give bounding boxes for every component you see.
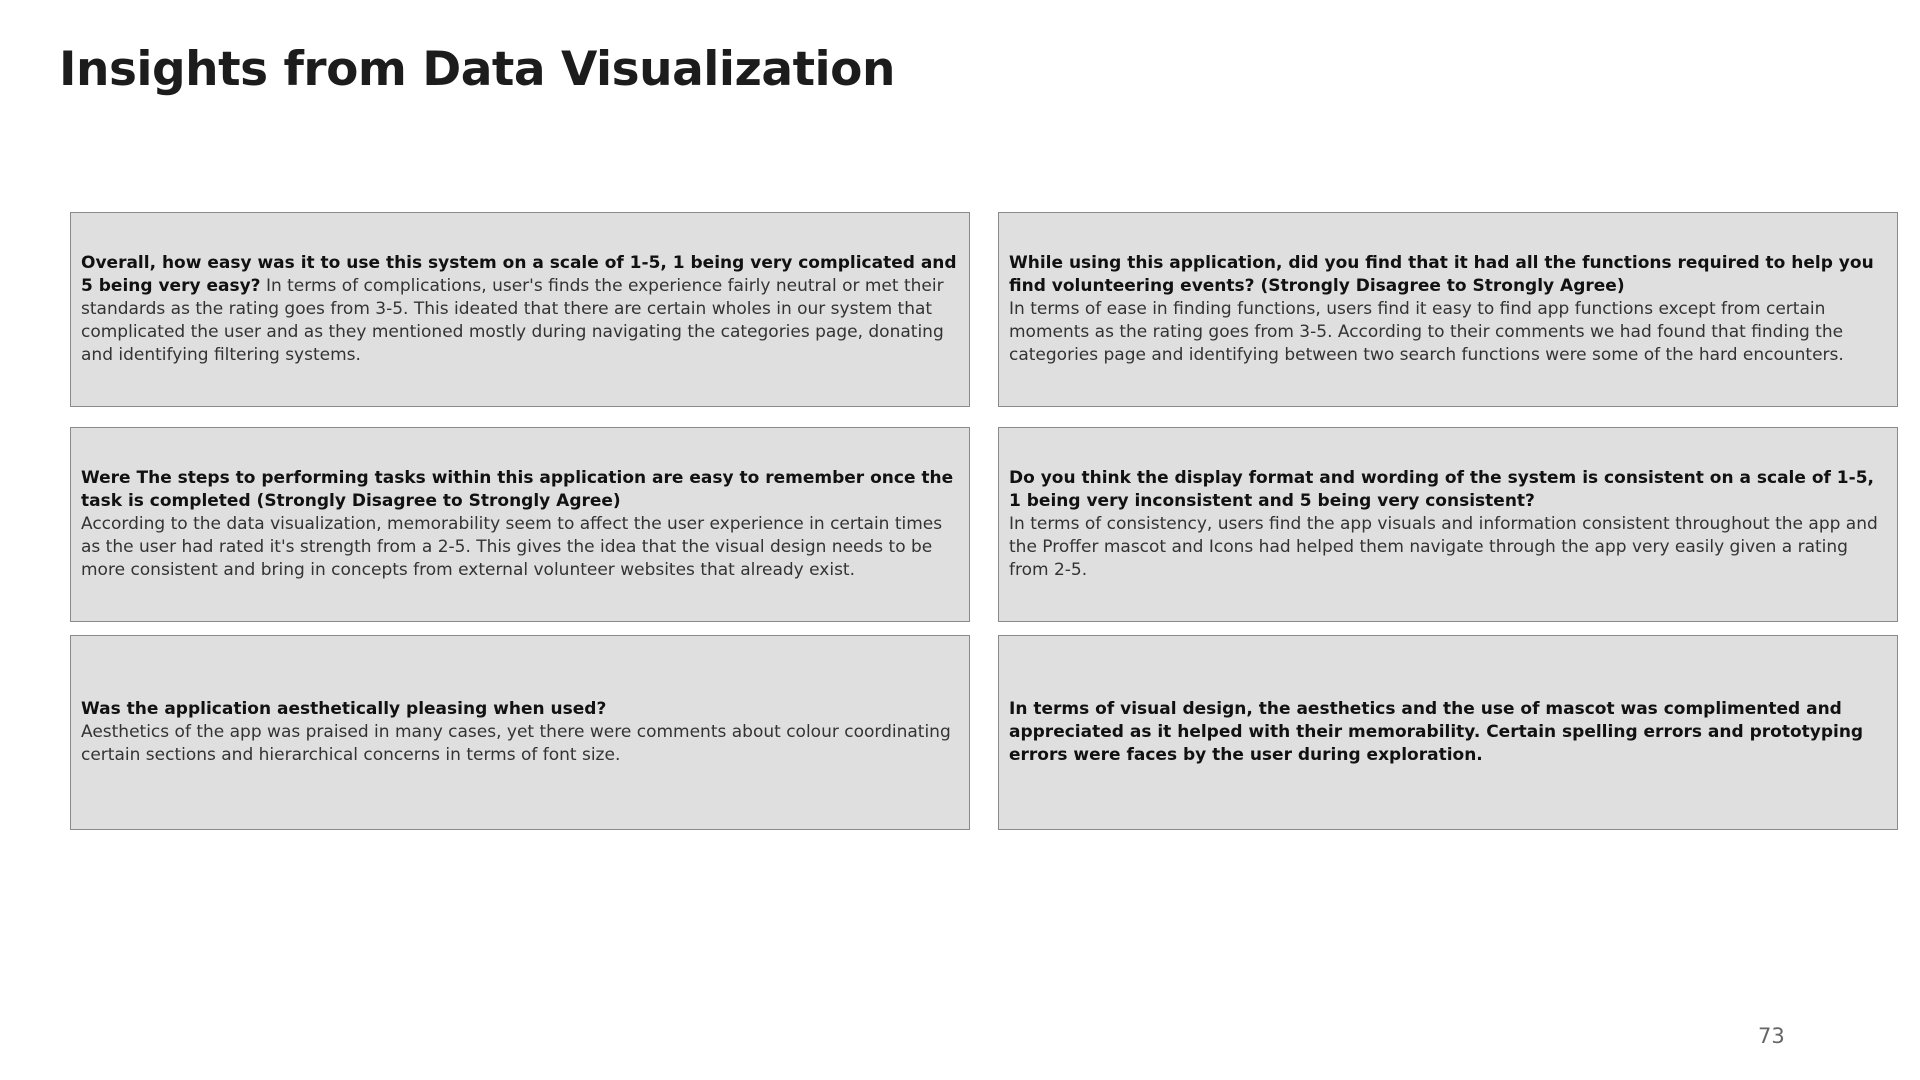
insight-question: Do you think the display format and wording of the system is consistent on a scale of 1-5, 1 being very inconsistent and 5 being very consistent? [1009,468,1874,511]
insight-question: While using this application, did you find that it had all the functions required to help you find volunteering events? (Strongly Disagree to Strongly Agree) [1009,253,1874,296]
insight-question: Were The steps to performing tasks within this application are easy to remember once the task is completed (Strongly Disagree to Strongly Agree) [81,468,954,511]
page-number: 73 [1758,1024,1785,1048]
insight-answer: According to the data visualization, memorability seem to affect the user experience in certain times as the user had rated it's strength from a 2-5. This gives the idea that the visual design needs to be more consistent and bring in concepts from external volunteer websites that already exist. [81,514,943,580]
insight-question: Overall, how easy was it to use this system on a scale of 1-5, 1 being very complicated and 5 being very easy? [81,253,957,296]
insight-answer: In terms of consistency, users find the app visuals and information consistent throughout the app and the Proffer mascot and Icons had helped them navigate through the app very easily given a rating from 2-5. [1009,514,1878,580]
insight-card-consistency [998,427,1898,622]
insight-card-text [81,252,959,367]
insight-summary: In terms of visual design, the aesthetics and the use of mascot was complimented and appreciated as it helped with their memorability. Certain spelling errors and prototyping errors were faces by the user during exploration. [1009,699,1864,765]
insight-answer: In terms of ease in finding functions, users find it easy to find app functions except from certain moments as the rating goes from 3-5. According to their comments we had found that finding the categories page and identifying between two search functions were some of the hard encounters. [1009,299,1844,365]
insight-card-memorability [70,427,970,622]
insight-answer: In terms of complications, user's finds the experience fairly neutral or met their standards as the rating goes from 3-5. This ideated that there are certain wholes in our system that complicated the user and as they mentioned mostly during navigating the categories page, donating and identifying filtering systems. [81,276,944,365]
insight-card-functions [998,212,1898,407]
insight-card-aesthetics [70,635,970,830]
page-title: Insights from Data Visualization [59,42,895,97]
insight-card-visual-design-summary [998,635,1898,830]
insight-answer: Aesthetics of the app was praised in many cases, yet there were comments about colour coordinating certain sections and hierarchical concerns in terms of font size. [81,722,951,765]
insight-card-ease-of-use [70,212,970,407]
insight-question: Was the application aesthetically pleasing when used? [81,699,607,719]
